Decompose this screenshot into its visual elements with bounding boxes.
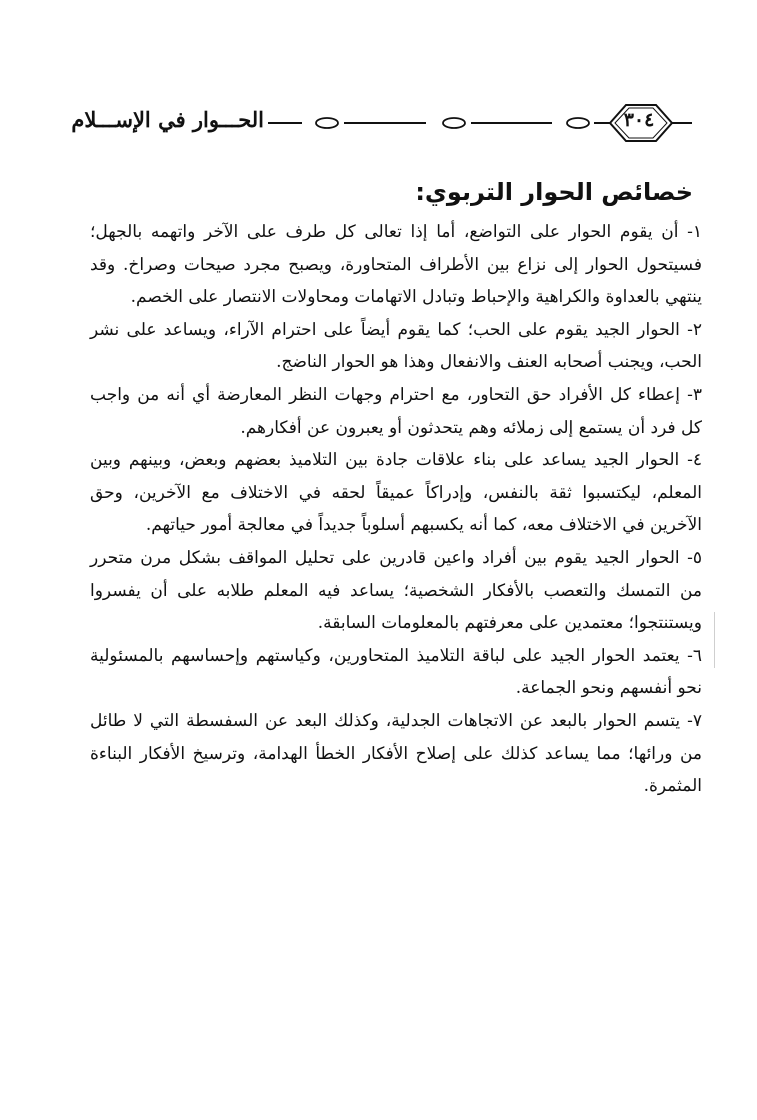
paragraph-1: ١- أن يقوم الحوار على التواضع، أما إذا تعالى كل طرف على الآخر واتهمه بالجهل؛ فسيتحول الحوار إلى نزاع بين الأطراف المتحاورة، ويصبح مجرد صيحات وصراخ. وقد ينتهي بالعداوة والكراهية والإحباط وتبادل الاتهامات ومحاولات الانتصار على الخصم.: [90, 222, 702, 308]
header-oval: [567, 118, 589, 128]
paragraph-4: ٤- الحوار الجيد يساعد على بناء علاقات جادة بين التلاميذ بعضهم وبعض، وبينهم وبين المعلم، ليكتسبوا ثقة بالنفس، وإدراكاً عميقاً لحقه في الاختلاف مع الآخرين، وحق الآخرين في الاختلاف معه، كما أنه يكسبهم أسلوباً جديداً في معالجة أمور حياتهم.: [90, 450, 702, 536]
page-number: ٣٠٤: [623, 109, 655, 131]
paragraph-7: ٧- يتسم الحوار بالبعد عن الاتجاهات الجدلية، وكذلك البعد عن السفسطة التي لا طائل من ورائها؛ مما يساعد كذلك على إصلاح الأفكار الخطأ الهدامة، وترسيخ الأفكار البناءة المثمرة.: [90, 710, 702, 797]
paragraph-3: ٣- إعطاء كل الأفراد حق التحاور، مع احترام وجهات النظر المعارضة أي أنه من واجب كل فرد أن يستمع إلى زملائه وهم يتحدثون أو يعبرون عن أفكارهم.: [90, 384, 702, 438]
scan-edge-mark: [714, 612, 715, 668]
header-oval: [443, 118, 465, 128]
paragraph-5: ٥- الحوار الجيد يقوم بين أفراد واعين قادرين على تحليل المواقف بشكل مرن متحرر من التمسك والتعصب بالأفكار الشخصية؛ يساعد فيه المعلم طلابه على أن يفسروا ويستنتجوا؛ معتمدين على معرفتهم بالمعلومات السابقة.: [90, 547, 702, 634]
body-text: [90, 216, 702, 803]
paragraph-2: ٢- الحوار الجيد يقوم على الحب؛ كما يقوم أيضاً على احترام الآراء، ويساعد على نشر الحب، ويجنب أصحابه العنف والانفعال وهذا هو الحوار الناضج.: [90, 319, 702, 373]
running-header: [71, 96, 692, 146]
paragraph-6: ٦- يعتمد الحوار الجيد على لباقة التلاميذ المتحاورين، وكياستهم وإحساسهم بالمسئولية نحو أنفسهم ونحو الجماعة.: [90, 645, 702, 699]
section-heading: خصائص الحوار التربوي:: [415, 178, 693, 206]
book-title: الحـــوار في الإســـلام: [71, 107, 264, 132]
header-oval: [316, 118, 338, 128]
